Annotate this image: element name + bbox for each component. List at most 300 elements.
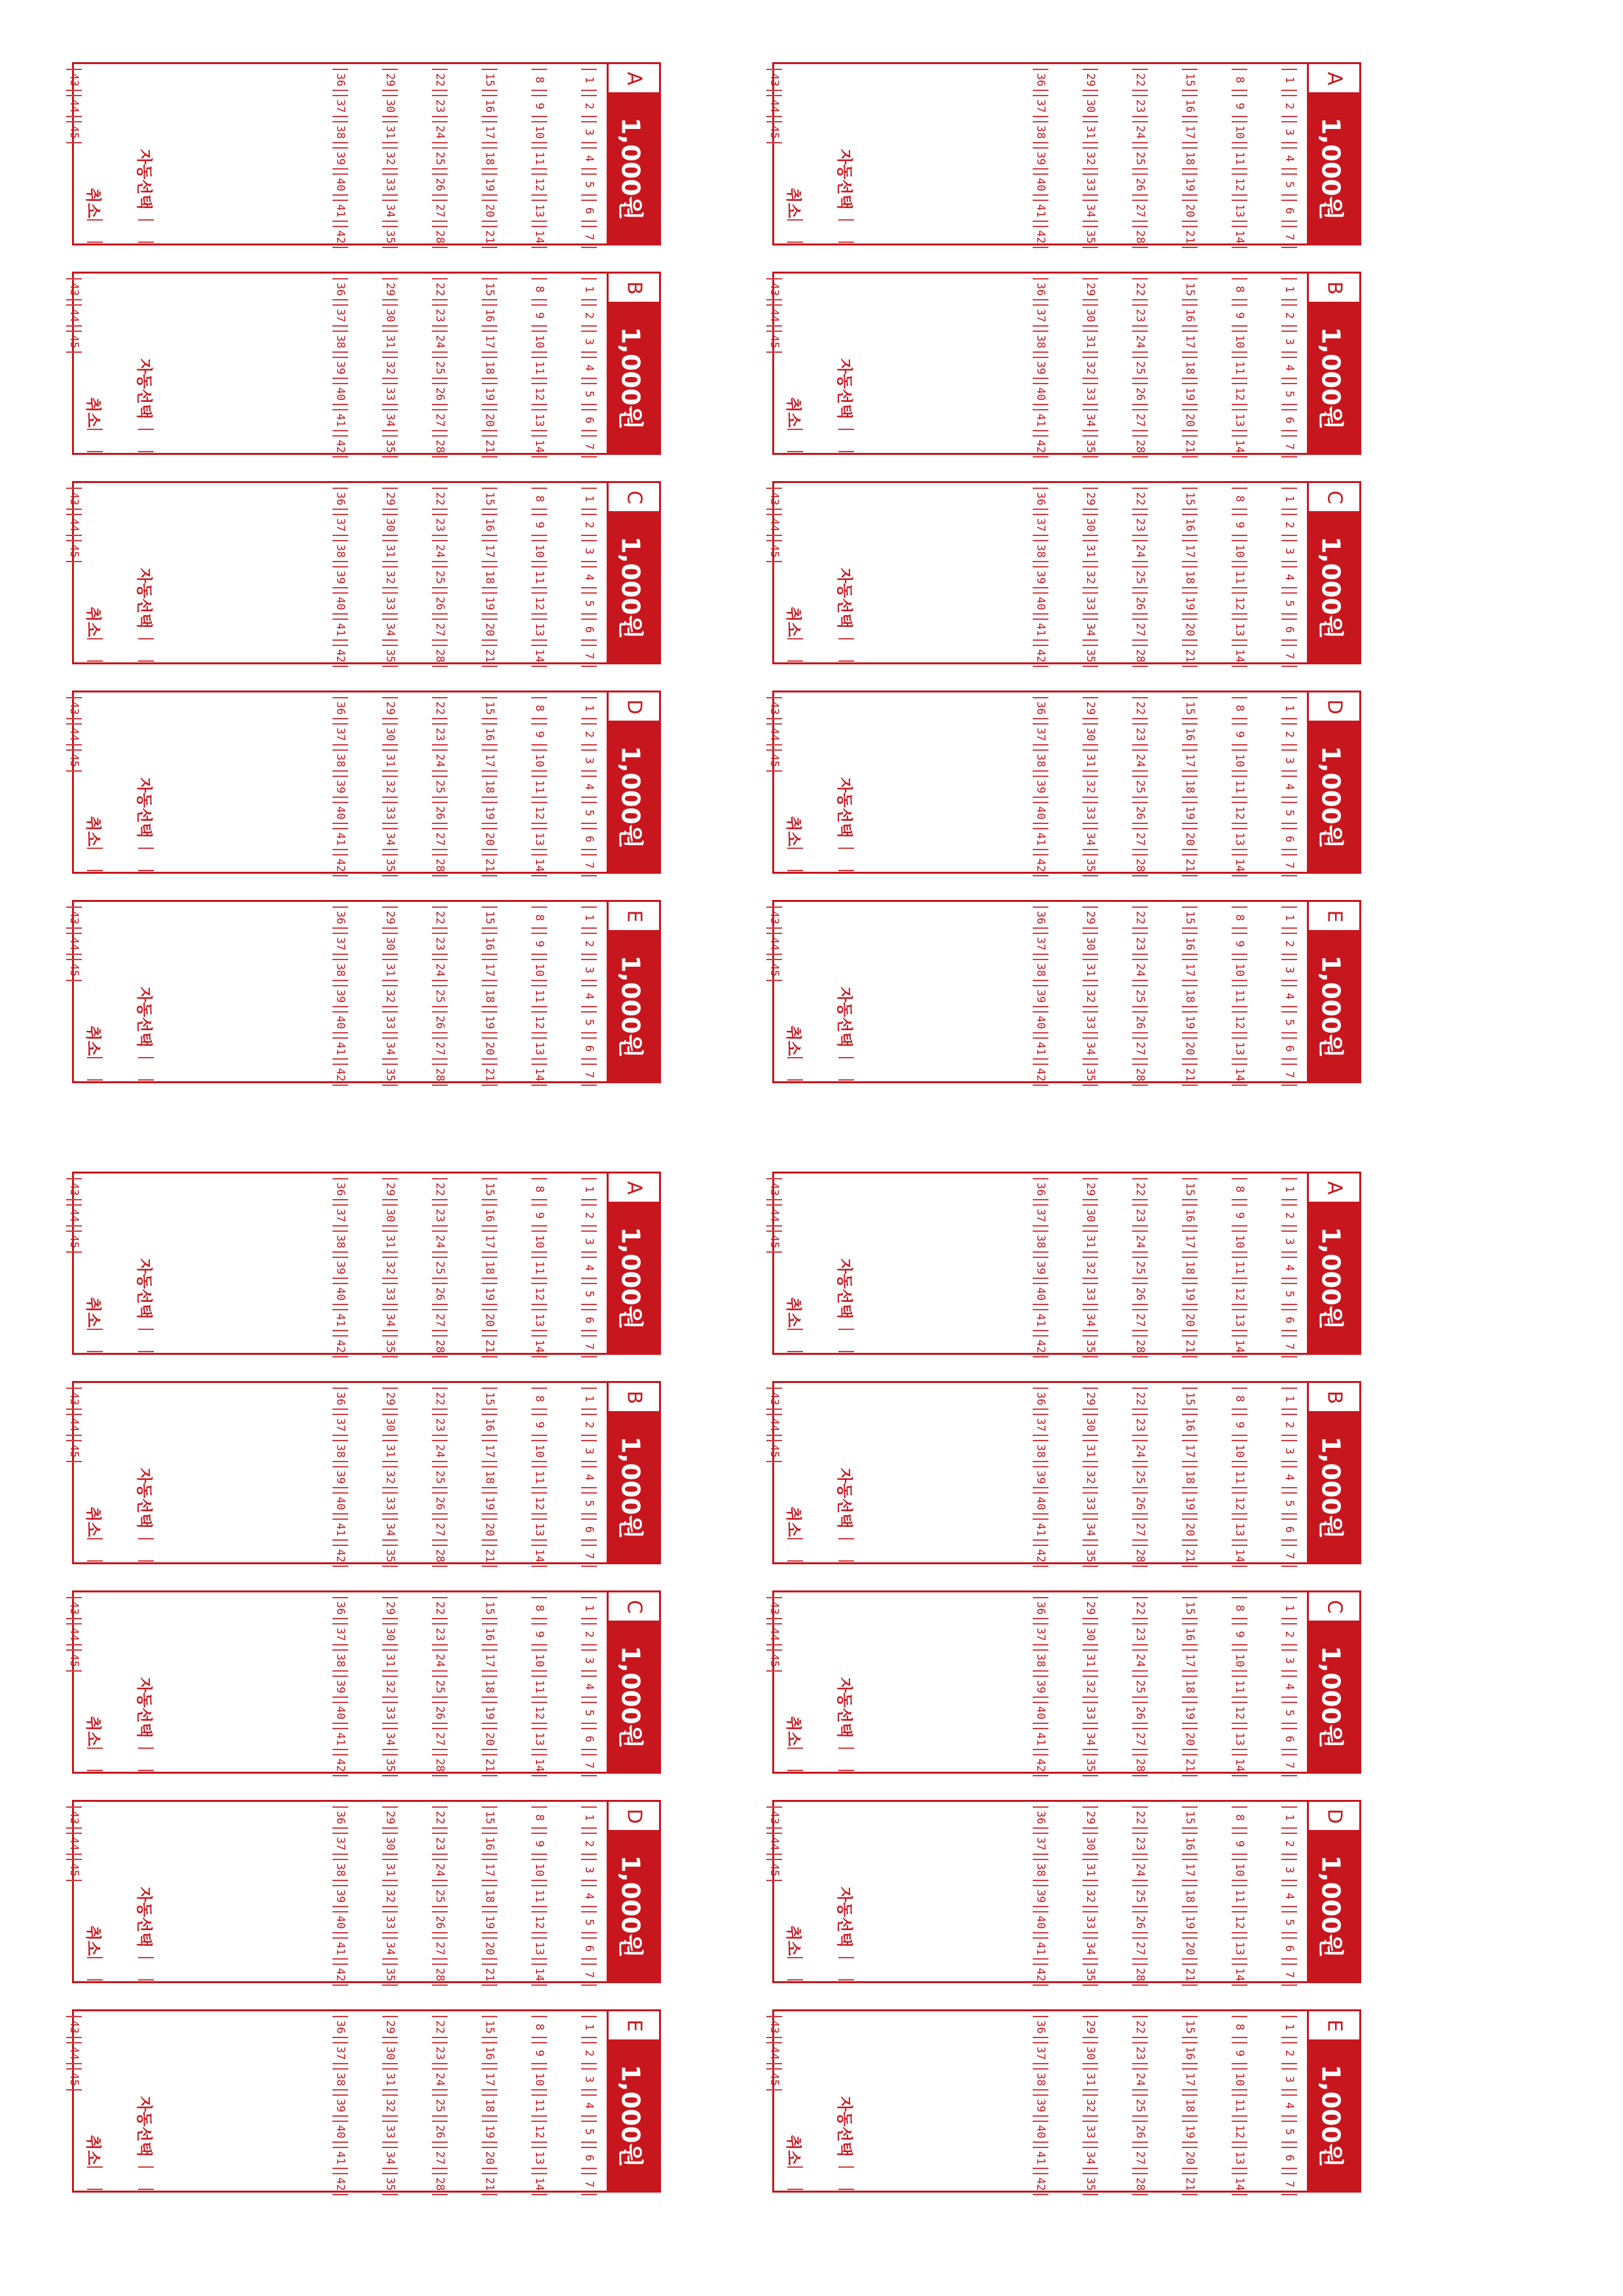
number-option-45[interactable] <box>766 749 782 772</box>
number-option-24[interactable] <box>432 331 448 353</box>
cancel-checkbox[interactable] <box>87 219 103 243</box>
number-option-10[interactable] <box>531 540 547 562</box>
number-option-5[interactable] <box>581 592 597 615</box>
number-option-43[interactable] <box>766 488 782 510</box>
number-option-7[interactable] <box>1281 226 1297 248</box>
number-option-5[interactable] <box>581 173 597 196</box>
number-option-2[interactable] <box>1281 723 1297 745</box>
number-option-42[interactable] <box>332 1754 348 1776</box>
number-option-7[interactable] <box>581 645 597 667</box>
number-option-1[interactable] <box>581 488 597 510</box>
number-option-34[interactable] <box>382 619 398 641</box>
number-option-24[interactable] <box>1132 1649 1148 1672</box>
auto-select-checkbox[interactable] <box>838 638 854 662</box>
number-option-9[interactable] <box>531 933 547 955</box>
number-option-39[interactable] <box>332 776 348 798</box>
number-option-45[interactable] <box>66 749 82 772</box>
number-option-40[interactable] <box>332 173 348 196</box>
number-option-2[interactable] <box>581 95 597 117</box>
number-option-41[interactable] <box>1033 200 1048 222</box>
number-option-18[interactable] <box>482 776 497 798</box>
number-option-40[interactable] <box>332 802 348 824</box>
number-option-43[interactable] <box>66 488 82 510</box>
cancel-checkbox[interactable] <box>787 638 803 662</box>
number-option-17[interactable] <box>1182 1440 1198 1462</box>
number-option-21[interactable] <box>482 2173 497 2195</box>
number-option-11[interactable] <box>1232 985 1247 1007</box>
number-option-38[interactable] <box>1033 540 1048 562</box>
number-option-15[interactable] <box>1182 1806 1198 1829</box>
number-option-27[interactable] <box>432 1937 448 1960</box>
number-option-22[interactable] <box>432 488 448 510</box>
number-option-20[interactable] <box>1182 2147 1198 2169</box>
number-option-23[interactable] <box>1132 1623 1148 1645</box>
number-option-3[interactable] <box>1281 540 1297 562</box>
number-option-35[interactable] <box>1082 854 1098 876</box>
number-option-12[interactable] <box>1232 173 1247 196</box>
number-option-40[interactable] <box>1033 1011 1048 1033</box>
number-option-43[interactable] <box>766 1388 782 1410</box>
number-option-32[interactable] <box>382 1466 398 1488</box>
number-option-17[interactable] <box>482 1649 497 1672</box>
number-option-28[interactable] <box>432 854 448 876</box>
number-option-41[interactable] <box>1033 2147 1048 2169</box>
number-option-19[interactable] <box>1182 383 1198 405</box>
number-option-9[interactable] <box>531 723 547 745</box>
number-option-42[interactable] <box>1033 854 1048 876</box>
number-option-19[interactable] <box>1182 802 1198 824</box>
number-option-10[interactable] <box>1232 749 1247 772</box>
number-option-6[interactable] <box>581 409 597 431</box>
number-option-41[interactable] <box>332 2147 348 2169</box>
number-option-43[interactable] <box>66 69 82 91</box>
number-option-14[interactable] <box>1232 645 1247 667</box>
number-option-36[interactable] <box>1033 2016 1048 2038</box>
number-option-21[interactable] <box>482 1064 497 1086</box>
number-option-26[interactable] <box>432 2121 448 2143</box>
number-option-30[interactable] <box>382 933 398 955</box>
number-option-6[interactable] <box>1281 2147 1297 2169</box>
number-option-16[interactable] <box>482 1414 497 1436</box>
number-option-36[interactable] <box>1033 697 1048 719</box>
number-option-35[interactable] <box>1082 1545 1098 1567</box>
number-option-8[interactable] <box>1232 2016 1247 2038</box>
number-option-17[interactable] <box>482 331 497 353</box>
number-option-16[interactable] <box>482 2042 497 2064</box>
number-option-9[interactable] <box>1232 723 1247 745</box>
number-option-34[interactable] <box>382 1309 398 1331</box>
number-option-4[interactable] <box>1281 985 1297 1007</box>
number-option-22[interactable] <box>1132 69 1148 91</box>
number-option-28[interactable] <box>1132 2173 1148 2195</box>
number-option-4[interactable] <box>1281 357 1297 379</box>
number-option-6[interactable] <box>581 200 597 222</box>
number-option-27[interactable] <box>432 1518 448 1541</box>
number-option-8[interactable] <box>531 1597 547 1619</box>
number-option-14[interactable] <box>531 1545 547 1567</box>
number-option-23[interactable] <box>432 95 448 117</box>
number-option-32[interactable] <box>382 1885 398 1907</box>
number-option-33[interactable] <box>382 1283 398 1305</box>
number-option-15[interactable] <box>482 1388 497 1410</box>
number-option-23[interactable] <box>1132 933 1148 955</box>
number-option-37[interactable] <box>332 933 348 955</box>
number-option-28[interactable] <box>432 1754 448 1776</box>
number-option-7[interactable] <box>1281 854 1297 876</box>
number-option-36[interactable] <box>332 1178 348 1200</box>
number-option-10[interactable] <box>531 959 547 981</box>
number-option-33[interactable] <box>1082 1492 1098 1515</box>
number-option-14[interactable] <box>1232 435 1247 457</box>
number-option-33[interactable] <box>1082 383 1098 405</box>
number-option-30[interactable] <box>382 1204 398 1227</box>
number-option-12[interactable] <box>531 383 547 405</box>
number-option-33[interactable] <box>1082 802 1098 824</box>
cancel-checkbox[interactable] <box>87 1329 103 1352</box>
cancel-checkbox[interactable] <box>787 1957 803 1981</box>
number-option-20[interactable] <box>1182 619 1198 641</box>
number-option-26[interactable] <box>1132 1492 1148 1515</box>
number-option-22[interactable] <box>432 69 448 91</box>
number-option-33[interactable] <box>1082 1011 1098 1033</box>
number-option-35[interactable] <box>1082 1964 1098 1986</box>
number-option-24[interactable] <box>1132 540 1148 562</box>
cancel-checkbox[interactable] <box>87 638 103 662</box>
number-option-29[interactable] <box>1082 1806 1098 1829</box>
number-option-43[interactable] <box>66 1597 82 1619</box>
number-option-45[interactable] <box>66 1440 82 1462</box>
number-option-13[interactable] <box>1232 1037 1247 1060</box>
number-option-40[interactable] <box>1033 383 1048 405</box>
number-option-37[interactable] <box>1033 933 1048 955</box>
number-option-33[interactable] <box>382 1492 398 1515</box>
number-option-33[interactable] <box>382 383 398 405</box>
number-option-8[interactable] <box>1232 1178 1247 1200</box>
number-option-26[interactable] <box>1132 1283 1148 1305</box>
number-option-27[interactable] <box>432 1037 448 1060</box>
number-option-41[interactable] <box>332 828 348 850</box>
number-option-12[interactable] <box>531 802 547 824</box>
number-option-33[interactable] <box>382 1911 398 1933</box>
number-option-29[interactable] <box>1082 697 1098 719</box>
number-option-37[interactable] <box>1033 1204 1048 1227</box>
number-option-31[interactable] <box>1082 749 1098 772</box>
number-option-36[interactable] <box>332 1388 348 1410</box>
number-option-9[interactable] <box>531 1623 547 1645</box>
number-option-30[interactable] <box>1082 2042 1098 2064</box>
number-option-31[interactable] <box>382 749 398 772</box>
number-option-35[interactable] <box>382 1335 398 1357</box>
number-option-16[interactable] <box>1182 1414 1198 1436</box>
number-option-38[interactable] <box>1033 749 1048 772</box>
number-option-16[interactable] <box>482 933 497 955</box>
number-option-45[interactable] <box>66 1230 82 1253</box>
number-option-41[interactable] <box>332 1309 348 1331</box>
number-option-45[interactable] <box>66 1859 82 1881</box>
number-option-12[interactable] <box>1232 1911 1247 1933</box>
number-option-7[interactable] <box>581 1545 597 1567</box>
number-option-11[interactable] <box>531 2094 547 2117</box>
number-option-28[interactable] <box>1132 435 1148 457</box>
number-option-14[interactable] <box>531 1754 547 1776</box>
number-option-2[interactable] <box>581 1204 597 1227</box>
number-option-15[interactable] <box>1182 2016 1198 2038</box>
number-option-37[interactable] <box>1033 1414 1048 1436</box>
number-option-20[interactable] <box>482 619 497 641</box>
number-option-15[interactable] <box>482 2016 497 2038</box>
number-option-29[interactable] <box>382 1388 398 1410</box>
number-option-26[interactable] <box>1132 383 1148 405</box>
number-option-25[interactable] <box>1132 1466 1148 1488</box>
number-option-13[interactable] <box>531 619 547 641</box>
number-option-15[interactable] <box>482 278 497 300</box>
number-option-28[interactable] <box>1132 854 1148 876</box>
number-option-4[interactable] <box>581 985 597 1007</box>
number-option-39[interactable] <box>1033 147 1048 170</box>
number-option-6[interactable] <box>1281 409 1297 431</box>
number-option-37[interactable] <box>332 723 348 745</box>
number-option-13[interactable] <box>531 409 547 431</box>
number-option-34[interactable] <box>382 2147 398 2169</box>
number-option-30[interactable] <box>382 2042 398 2064</box>
number-option-42[interactable] <box>332 1335 348 1357</box>
number-option-42[interactable] <box>332 226 348 248</box>
number-option-22[interactable] <box>1132 906 1148 929</box>
number-option-43[interactable] <box>766 1597 782 1619</box>
number-option-17[interactable] <box>1182 959 1198 981</box>
number-option-11[interactable] <box>1232 1676 1247 1698</box>
number-option-43[interactable] <box>66 278 82 300</box>
number-option-34[interactable] <box>1082 200 1098 222</box>
number-option-31[interactable] <box>382 1649 398 1672</box>
number-option-12[interactable] <box>1232 1492 1247 1515</box>
number-option-20[interactable] <box>1182 409 1198 431</box>
number-option-36[interactable] <box>1033 1806 1048 1829</box>
number-option-30[interactable] <box>382 1414 398 1436</box>
number-option-5[interactable] <box>1281 1283 1297 1305</box>
number-option-5[interactable] <box>1281 383 1297 405</box>
cancel-checkbox[interactable] <box>787 429 803 452</box>
number-option-12[interactable] <box>1232 2121 1247 2143</box>
number-option-31[interactable] <box>382 1859 398 1881</box>
number-option-16[interactable] <box>1182 1833 1198 1855</box>
number-option-22[interactable] <box>1132 1178 1148 1200</box>
number-option-31[interactable] <box>1082 540 1098 562</box>
number-option-8[interactable] <box>531 2016 547 2038</box>
number-option-28[interactable] <box>1132 1064 1148 1086</box>
number-option-16[interactable] <box>1182 2042 1198 2064</box>
number-option-4[interactable] <box>1281 1257 1297 1279</box>
number-option-37[interactable] <box>332 1623 348 1645</box>
number-option-20[interactable] <box>482 1728 497 1750</box>
number-option-3[interactable] <box>581 331 597 353</box>
number-option-20[interactable] <box>482 1518 497 1541</box>
number-option-34[interactable] <box>382 828 398 850</box>
number-option-4[interactable] <box>1281 776 1297 798</box>
number-option-5[interactable] <box>1281 592 1297 615</box>
number-option-31[interactable] <box>1082 121 1098 143</box>
number-option-30[interactable] <box>1082 514 1098 536</box>
number-option-18[interactable] <box>1182 357 1198 379</box>
number-option-41[interactable] <box>332 1728 348 1750</box>
number-option-43[interactable] <box>766 69 782 91</box>
number-option-23[interactable] <box>432 1414 448 1436</box>
number-option-10[interactable] <box>1232 1859 1247 1881</box>
number-option-4[interactable] <box>581 1885 597 1907</box>
number-option-42[interactable] <box>1033 435 1048 457</box>
number-option-26[interactable] <box>432 383 448 405</box>
number-option-29[interactable] <box>382 697 398 719</box>
number-option-32[interactable] <box>382 147 398 170</box>
number-option-15[interactable] <box>1182 278 1198 300</box>
number-option-29[interactable] <box>1082 69 1098 91</box>
number-option-23[interactable] <box>1132 304 1148 327</box>
number-option-37[interactable] <box>1033 1833 1048 1855</box>
number-option-43[interactable] <box>766 1806 782 1829</box>
number-option-4[interactable] <box>581 1257 597 1279</box>
number-option-16[interactable] <box>1182 514 1198 536</box>
number-option-15[interactable] <box>482 1597 497 1619</box>
number-option-8[interactable] <box>1232 697 1247 719</box>
number-option-44[interactable] <box>766 304 782 327</box>
number-option-30[interactable] <box>382 95 398 117</box>
number-option-19[interactable] <box>1182 173 1198 196</box>
number-option-9[interactable] <box>531 514 547 536</box>
number-option-36[interactable] <box>332 2016 348 2038</box>
number-option-5[interactable] <box>581 383 597 405</box>
number-option-44[interactable] <box>66 304 82 327</box>
number-option-10[interactable] <box>1232 959 1247 981</box>
number-option-29[interactable] <box>1082 1597 1098 1619</box>
number-option-42[interactable] <box>332 854 348 876</box>
number-option-37[interactable] <box>1033 723 1048 745</box>
number-option-27[interactable] <box>432 409 448 431</box>
number-option-3[interactable] <box>1281 959 1297 981</box>
number-option-1[interactable] <box>1281 1806 1297 1829</box>
number-option-23[interactable] <box>1132 1833 1148 1855</box>
number-option-39[interactable] <box>332 2094 348 2117</box>
number-option-1[interactable] <box>581 69 597 91</box>
number-option-3[interactable] <box>581 1230 597 1253</box>
number-option-23[interactable] <box>432 1623 448 1645</box>
number-option-1[interactable] <box>581 278 597 300</box>
number-option-1[interactable] <box>581 1597 597 1619</box>
number-option-11[interactable] <box>1232 1466 1247 1488</box>
number-option-35[interactable] <box>1082 435 1098 457</box>
number-option-3[interactable] <box>1281 749 1297 772</box>
number-option-44[interactable] <box>766 514 782 536</box>
number-option-29[interactable] <box>382 1806 398 1829</box>
auto-select-checkbox[interactable] <box>138 1057 154 1081</box>
number-option-17[interactable] <box>1182 749 1198 772</box>
number-option-4[interactable] <box>1281 1885 1297 1907</box>
number-option-23[interactable] <box>1132 1204 1148 1227</box>
number-option-2[interactable] <box>581 514 597 536</box>
number-option-45[interactable] <box>766 1649 782 1672</box>
number-option-34[interactable] <box>1082 1728 1098 1750</box>
number-option-22[interactable] <box>432 1806 448 1829</box>
number-option-36[interactable] <box>1033 488 1048 510</box>
number-option-3[interactable] <box>581 121 597 143</box>
number-option-38[interactable] <box>1033 121 1048 143</box>
number-option-16[interactable] <box>482 1204 497 1227</box>
number-option-36[interactable] <box>332 69 348 91</box>
number-option-45[interactable] <box>66 1649 82 1672</box>
number-option-9[interactable] <box>1232 514 1247 536</box>
number-option-7[interactable] <box>1281 435 1297 457</box>
number-option-22[interactable] <box>1132 278 1148 300</box>
number-option-25[interactable] <box>1132 1885 1148 1907</box>
number-option-31[interactable] <box>382 959 398 981</box>
number-option-33[interactable] <box>382 2121 398 2143</box>
number-option-5[interactable] <box>581 1283 597 1305</box>
number-option-37[interactable] <box>332 1414 348 1436</box>
number-option-20[interactable] <box>1182 1937 1198 1960</box>
number-option-6[interactable] <box>1281 1309 1297 1331</box>
number-option-18[interactable] <box>482 1466 497 1488</box>
auto-select-checkbox[interactable] <box>838 1957 854 1981</box>
number-option-33[interactable] <box>1082 2121 1098 2143</box>
number-option-6[interactable] <box>581 2147 597 2169</box>
number-option-2[interactable] <box>581 933 597 955</box>
auto-select-checkbox[interactable] <box>138 1748 154 1771</box>
number-option-28[interactable] <box>1132 1754 1148 1776</box>
number-option-11[interactable] <box>1232 357 1247 379</box>
number-option-40[interactable] <box>332 1492 348 1515</box>
number-option-7[interactable] <box>1281 645 1297 667</box>
number-option-12[interactable] <box>531 1492 547 1515</box>
number-option-14[interactable] <box>1232 226 1247 248</box>
number-option-22[interactable] <box>432 2016 448 2038</box>
number-option-25[interactable] <box>432 566 448 588</box>
number-option-44[interactable] <box>66 1414 82 1436</box>
number-option-9[interactable] <box>1232 95 1247 117</box>
number-option-5[interactable] <box>581 1011 597 1033</box>
number-option-12[interactable] <box>1232 1702 1247 1724</box>
number-option-1[interactable] <box>581 1806 597 1829</box>
number-option-25[interactable] <box>1132 1257 1148 1279</box>
number-option-43[interactable] <box>66 2016 82 2038</box>
number-option-9[interactable] <box>531 1204 547 1227</box>
number-option-3[interactable] <box>1281 1230 1297 1253</box>
number-option-2[interactable] <box>1281 304 1297 327</box>
number-option-30[interactable] <box>382 723 398 745</box>
number-option-44[interactable] <box>766 95 782 117</box>
number-option-35[interactable] <box>1082 226 1098 248</box>
number-option-44[interactable] <box>766 1833 782 1855</box>
number-option-25[interactable] <box>1132 147 1148 170</box>
number-option-44[interactable] <box>66 933 82 955</box>
number-option-45[interactable] <box>766 959 782 981</box>
number-option-41[interactable] <box>332 1518 348 1541</box>
number-option-24[interactable] <box>1132 331 1148 353</box>
number-option-1[interactable] <box>1281 906 1297 929</box>
number-option-39[interactable] <box>332 1257 348 1279</box>
number-option-35[interactable] <box>382 1754 398 1776</box>
number-option-17[interactable] <box>1182 1649 1198 1672</box>
number-option-3[interactable] <box>581 2068 597 2090</box>
number-option-16[interactable] <box>1182 304 1198 327</box>
number-option-8[interactable] <box>531 488 547 510</box>
number-option-6[interactable] <box>1281 1037 1297 1060</box>
number-option-8[interactable] <box>1232 906 1247 929</box>
number-option-24[interactable] <box>432 540 448 562</box>
number-option-30[interactable] <box>1082 1204 1098 1227</box>
number-option-2[interactable] <box>1281 1623 1297 1645</box>
number-option-16[interactable] <box>482 95 497 117</box>
number-option-3[interactable] <box>581 1859 597 1881</box>
auto-select-checkbox[interactable] <box>838 1057 854 1081</box>
